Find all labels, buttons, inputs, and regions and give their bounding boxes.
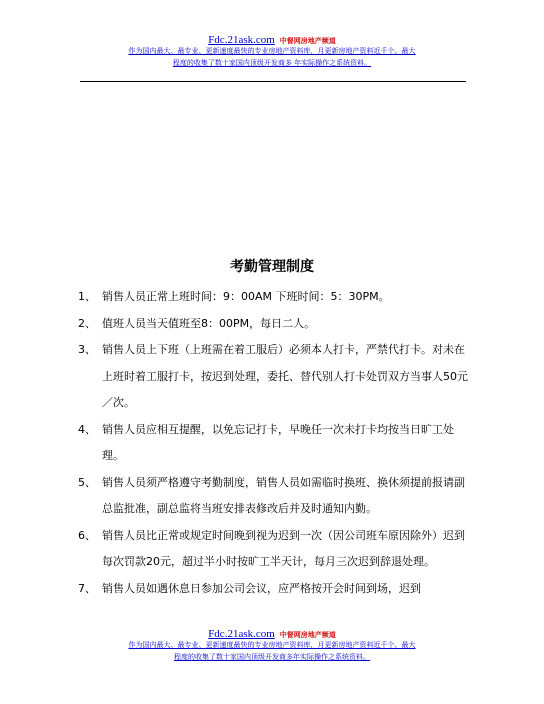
list-item [78,470,468,523]
item-text: 销售人员如遇休息日参加公司会议，应严格按开会时间到场，迟到 [102,581,421,595]
item-text: 销售人员比正常或规定时间晚到视为迟到一次（因公司班车原因除外）迟到每次罚款20元，超过半小时按旷工半天计，每月三次迟到辞退处理。 [102,528,465,568]
page-footer [0,625,544,663]
document-title: 考勤管理制度 [230,259,314,275]
item-number: 1、 [78,290,96,303]
list-item [78,311,468,338]
header-site-tag: 中督网房地产频道 [279,37,336,45]
item-text: 值班人员当天值班至8：00PM，每日二人。 [102,316,316,330]
item-text: 销售人员应相互提醒，以免忘记打卡，早晚任一次未打卡均按当日旷工处理。 [102,422,454,462]
item-text: 销售人员须严格遵守考勤制度，销售人员如需临时换班、换休须提前报请副总监批准，副总监将当班安排表修改后并及时通知内勤。 [102,475,465,515]
list-item [78,576,468,603]
item-text: 销售人员正常上班时间：9：00AM 下班时间：5：30PM。 [102,290,390,303]
header-site-link[interactable]: Fdc.21ask.com [208,34,275,46]
item-number: 5、 [78,475,96,489]
footer-slogan-line-2[interactable]: 程度的收集了数十家国内顶级开发商多年实际操作之系统资料。 [174,653,370,661]
footer-slogan-line-1[interactable]: 作为国内最大、最专业、更新速度最快的专业房地产资料库，月更新房地产资料近千个。最大 [128,641,416,649]
list-item [78,417,468,470]
item-number: 3、 [78,343,96,356]
list-item [78,284,468,311]
header-divider [80,81,466,82]
item-number: 2、 [78,316,96,330]
item-number: 7、 [78,581,96,595]
list-item [78,523,468,576]
list-item [78,337,468,417]
item-number: 4、 [78,422,96,436]
item-number: 6、 [78,528,96,542]
footer-site-tag: 中督网房地产频道 [279,631,336,639]
footer-site-link[interactable]: Fdc.21ask.com [208,628,275,640]
rules-list [78,284,468,602]
header-slogan-line-2[interactable]: 程度的收集了数十家国内顶级开发商多 年实际操作之系统资料。 [172,59,372,67]
header-slogan-line-1[interactable]: 作为国内最大、最专业、更新速度最快的专业房地产资料库，月更新房地产资料近千个。最大 [128,47,416,55]
item-text: 销售人员上下班（上班需在着工服后）必须本人打卡，严禁代打卡。对未在上班时着工服打卡，按迟到处理，委托、替代别人打卡处罚双方当事人50元／次。 [102,343,468,409]
page-header [0,31,544,69]
